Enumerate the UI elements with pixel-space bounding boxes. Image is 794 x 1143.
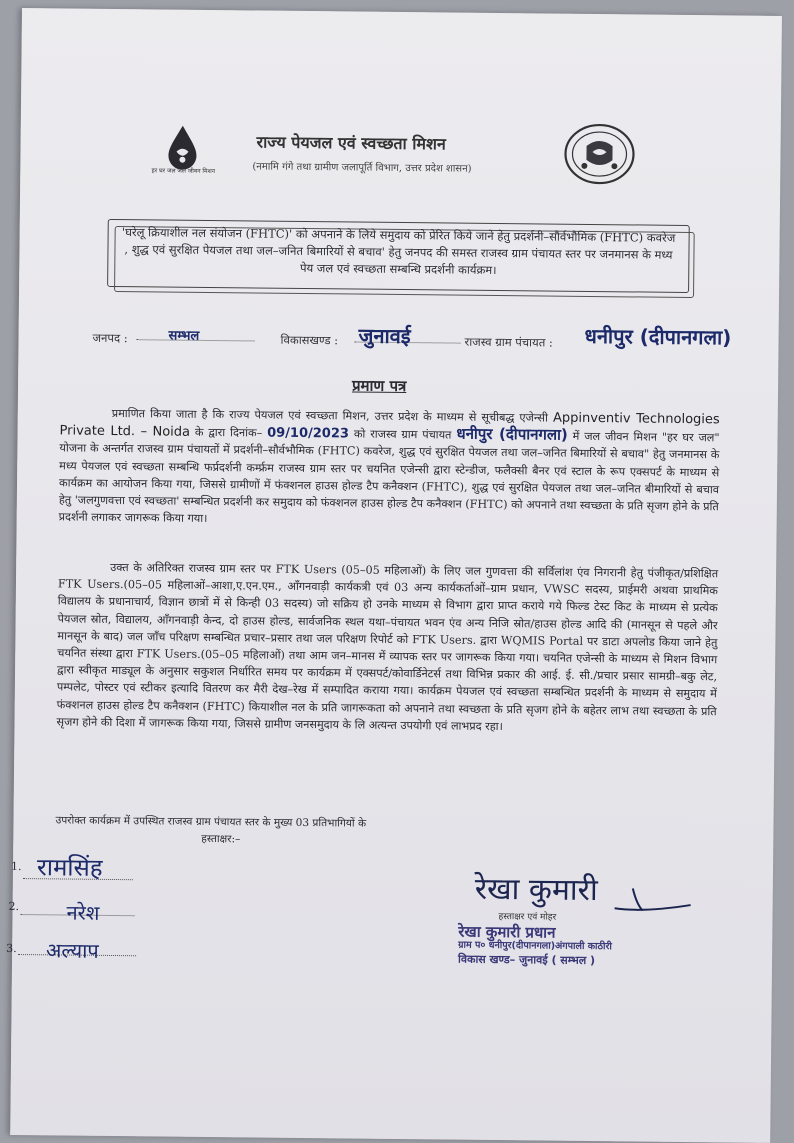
participant-number: 3. xyxy=(6,941,17,955)
signature-heading: हस्ताक्षर:– xyxy=(201,833,241,846)
stamp-name: रेखा कुमारी प्रधान xyxy=(458,922,556,942)
participant-row xyxy=(6,942,17,955)
signature-flourish-icon xyxy=(613,884,693,915)
paragraph-intro xyxy=(59,404,720,532)
stamp-village: ग्राम प० धनीपुर(दीपानगला)अंगपाली काठीरी xyxy=(458,939,612,953)
participant-row xyxy=(11,860,22,873)
block-value: जुनावई xyxy=(358,323,411,349)
stamp-block: विकास खण्ड– जुनावई ( सम्भल ) xyxy=(457,952,596,968)
participants-intro xyxy=(55,812,715,853)
paragraph-details: उक्त के अतिरिक्त राजस्व ग्राम स्तर पर FTK Users (05–05 महिलाओं) के लिए जल गुणवत्ता की सर्विलांश एंव निगरानी हेतु पंजीकृत/प्रशिक्षित FTK Users.(05–05 महिलाओं–आशा,ए.एन.एम., आँगनवाड़ी कार्यकत्री एवं 03 अन्य कार्यकर्ताओं–ग्राम प्रधान, VWSC सदस्य, प्राईमरी अथवा प्राथमिक विद्यालय के प्रधानाचार्य, विज्ञान छात्रों में से किन्ही 03 सदस्य) जो सक्रिय हो उनके माध्यम से विभाग द्वारा प्राप्त कराये गये फिल्ड टेस्ट किट के माध्यम से प्रत्येक पेयजल स्रोत, विद्यालय, आँगनवाड़ी केन्द, दो हाउस होल्ड, सार्वजनिक स्थल यथा–पंचायत भवन एंव अन्य निजि स्रोत/हाउस होल्ड आदि की (मानसून से पहले और मानसून के बाद) जल जाँच परिक्षण सम्बन्धित प्रचार–प्रसार तथा जल परिक्षण रिपोर्ट को FTK Users. द्वारा WQMIS Portal पर डाटा अपलोड किया जाने हेतु चयनित संस्था द्वारा FTK Users.(05–05 महिलाओं) तथा आम जन–मानस में व्यापक स्तर पर जागरूक किया गया। चयनित एजेन्सी के माध्यम से मिशन विभाग द्वारा स्वीकृत माड्यूल के अनुसार सकुशल निर्धारित समय पर कार्यक्रम में एक्सपर्ट/कोवार्डिनेटर्स तथा विभिन्न प्रकार की आई. ई. सी./प्रचार प्रसार सामग्री–बकु लेट, पम्पलेट, पोस्टर एवं स्टीकर इत्यादि वितरण कर मैरी देख–रेख में सम्पादित कराया गया। कार्यक्रम पेयजल एवं स्वच्छता सम्बन्धित प्रदर्शनी के माध्यम से समुदाय में फंक्शनल हाउस होल्ड टैप कनैक्शन (FHTC) कियाशील नल के प्रति जागरूकता को अपनाने तथा स्वच्छता के प्रति सृजग होने के बहेतर लाभ तथा स्वच्छता के प्रति सृजग होने की दिशा में जागरूक किया गया, जिससे ग्रामीण जनसमुदाय के लि अत्यन्त उपयोगी एवं लाभप्रद रहा। xyxy=(56,560,719,733)
village-handwritten: धनीपुर (दीपानगला) xyxy=(456,424,568,444)
participant-row xyxy=(9,900,20,913)
certificate-title: प्रमाण पत्र xyxy=(351,376,407,396)
page-title: राज्य पेयजल एवं स्वच्छता मिशन xyxy=(256,132,446,154)
participant-number: 2. xyxy=(8,899,20,914)
intro-text: प्रमाणित किया जाता है कि राज्य पेयजल एवं स्वच्छता मिशन, उत्तर प्रदेश के माध्यम से सूचीबद्ध एजेन्सी xyxy=(111,406,549,425)
signature-caption: हस्ताक्षर एवं मोहर xyxy=(498,912,557,923)
panchayat-label: राजस्व ग्राम पंचायत : xyxy=(464,334,553,350)
program-description-box: 'घरेलू क्रियाशील नल संयोजन (FHTC)' को अपनाने के लिये समुदाय को प्रेरित किये जाने हेतु प्रदर्शनी–सौर्वभौमिक (FHTC) कवरेज , शुद्ध एवं सुरक्षित पेयजल तथा जल–जनित बिमारियों से बचाव' हेतु जनपद की समस्त राजस्व ग्राम पंचायत स्तर पर जनमानस के मध्य पेय जल एवं स्वच्छता सम्बन्धि प्रदर्शनी कार्यक्रम। xyxy=(107,219,690,293)
sarpanch-signature: रेखा कुमारी xyxy=(474,871,598,909)
up-government-seal-icon xyxy=(562,122,637,187)
participants-text: उपरोक्त कार्यक्रम में उपस्थित राजस्व ग्राम पंचायत स्तर के मुख्य 03 प्रतिभागियों के xyxy=(55,814,367,830)
participant-signature: नरेश xyxy=(66,900,100,925)
date-prefix: के द्वारा दिनांक– xyxy=(194,426,263,440)
district-value: सम्भल xyxy=(168,328,200,344)
participant-signature: रामसिंह xyxy=(36,853,103,882)
block-label: विकासखण्ड : xyxy=(280,332,339,348)
page-subtitle: (नमामि गंगे तथा ग्रामीण जलापूर्ति विभाग, उत्तर प्रदेश शासन) xyxy=(252,161,472,175)
participant-number: 1. xyxy=(10,859,22,874)
document-page xyxy=(6,8,782,1143)
official-stamp xyxy=(457,922,678,969)
logo-caption: हर घर जल जल जीवन मिशन xyxy=(151,167,216,176)
agency-name: Appinventiv Technologies Private Ltd. – Noida xyxy=(59,410,720,440)
program-date: 09/10/2023 xyxy=(267,425,350,442)
participant-signature: अल्याप xyxy=(46,938,99,963)
panchayat-value: धनीपुर (दीपानगला) xyxy=(584,323,732,350)
intro-body: में जल जीवन मिशन "हर घर जल" योजना के अन्तर्गत राजस्व ग्राम पंचायतों में प्रदर्शनी–सौर्वभौमिक (FHTC) कवरेज, शुद्ध एवं सुरक्षित पेयजल तथा जल–जनित बिमारियों से बचाव" हेतु जनमानस के मध्य पेयजल एवं स्वच्छता सम्बन्धि फर्प्रदर्शनी कर्म्फ्रम राजस्व ग्राम स्तर पर चयनित एजेन्सी द्वारा स्टेन्डीज, फलैक्सी बैनर एवं स्टाल के रूप एक्सपर्ट के माध्यम से कार्यक्रम का आयोजन किया गया, जिससे ग्रामीणों में फंक्शनल हाउस होल्ड टैप कनैक्शन (FHTC), शुद्ध एवं सुरक्षित पेयजल तथा जल–जनित बीमारियों से बचाव हेतु 'जलगुणवत्ता एवं स्वच्छता' सम्बन्धित प्रदर्शनी कर समुदाय को फंक्शनल हाउस होल्ड टैप कनैक्शन (FHTC) को अपनाने तथा स्वच्छता के प्रति सृजग होने के प्रति प्रदर्शनी लगाकर जागरूक किया गया। xyxy=(58,429,720,526)
panchayat-prefix: को राजस्व ग्राम पंचायत xyxy=(353,427,452,442)
district-label: जनपद : xyxy=(92,330,128,346)
